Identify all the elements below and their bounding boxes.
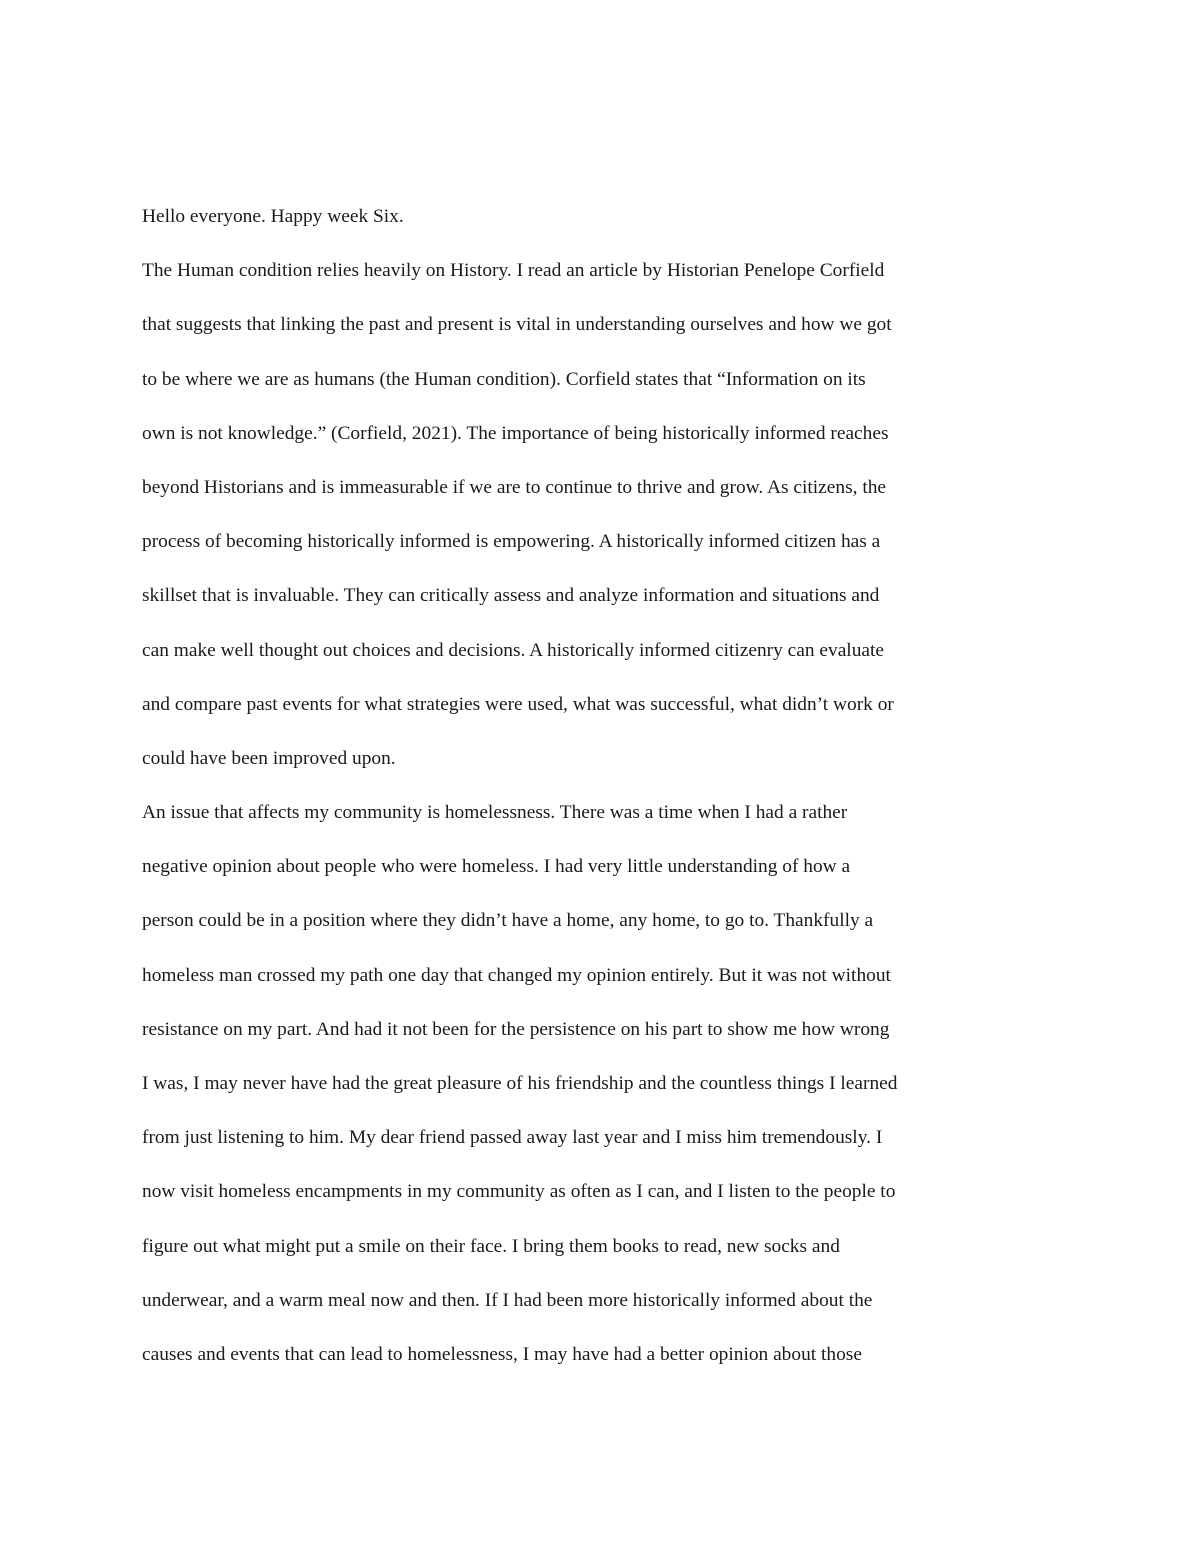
- paragraph-2-line: I was, I may never have had the great pleasure of his friendship and the countless things I learned: [142, 1073, 898, 1094]
- paragraph-2-line: underwear, and a warm meal now and then. If I had been more historically informed about the: [142, 1289, 873, 1311]
- paragraph-1-line: own is not knowledge.” (Corfield, 2021). The importance of being historically informed reaches: [142, 422, 889, 444]
- paragraph-2-line: resistance on my part. And had it not been for the persistence on his part to show me how wrong: [142, 1018, 890, 1040]
- paragraph-2-line: from just listening to him. My dear friend passed away last year and I miss him tremendously. I: [142, 1127, 883, 1149]
- greeting-line: Hello everyone. Happy week Six.: [142, 206, 404, 227]
- paragraph-1-line: The Human condition relies heavily on History. I read an article by Historian Penelope Corfield: [142, 260, 885, 282]
- paragraph-1-line: that suggests that linking the past and present is vital in understanding ourselves and how we got: [142, 314, 892, 336]
- paragraph-2-line: homeless man crossed my path one day that changed my opinion entirely. But it was not without: [142, 964, 891, 986]
- paragraph-1-line: process of becoming historically informed is empowering. A historically informed citizen has a: [142, 531, 881, 553]
- paragraph-1-line: can make well thought out choices and decisions. A historically informed citizenry can evaluate: [142, 639, 884, 661]
- paragraph-2-line: now visit homeless encampments in my community as often as I can, and I listen to the people to: [142, 1181, 896, 1203]
- paragraph-1-line: to be where we are as humans (the Human condition). Corfield states that “Information on its: [142, 368, 866, 390]
- document-body: [142, 190, 1062, 1382]
- paragraph-2-line: figure out what might put a smile on their face. I bring them books to read, new socks and: [142, 1235, 840, 1257]
- paragraph-1-line: could have been improved upon.: [142, 747, 396, 769]
- paragraph-2-line: An issue that affects my community is homelessness. There was a time when I had a rather: [142, 802, 848, 824]
- paragraph-1-line: skillset that is invaluable. They can critically assess and analyze information and situations and: [142, 585, 880, 607]
- paragraph-2-line: causes and events that can lead to homelessness, I may have had a better opinion about those: [142, 1343, 862, 1365]
- paragraph-1-line: beyond Historians and is immeasurable if we are to continue to thrive and grow. As citizens, the: [142, 476, 887, 498]
- paragraph-1-line: and compare past events for what strategies were used, what was successful, what didn’t work or: [142, 693, 894, 715]
- paragraph-2-line: person could be in a position where they didn’t have a home, any home, to go to. Thankfully a: [142, 910, 874, 932]
- paragraph-2-line: negative opinion about people who were homeless. I had very little understanding of how a: [142, 856, 851, 878]
